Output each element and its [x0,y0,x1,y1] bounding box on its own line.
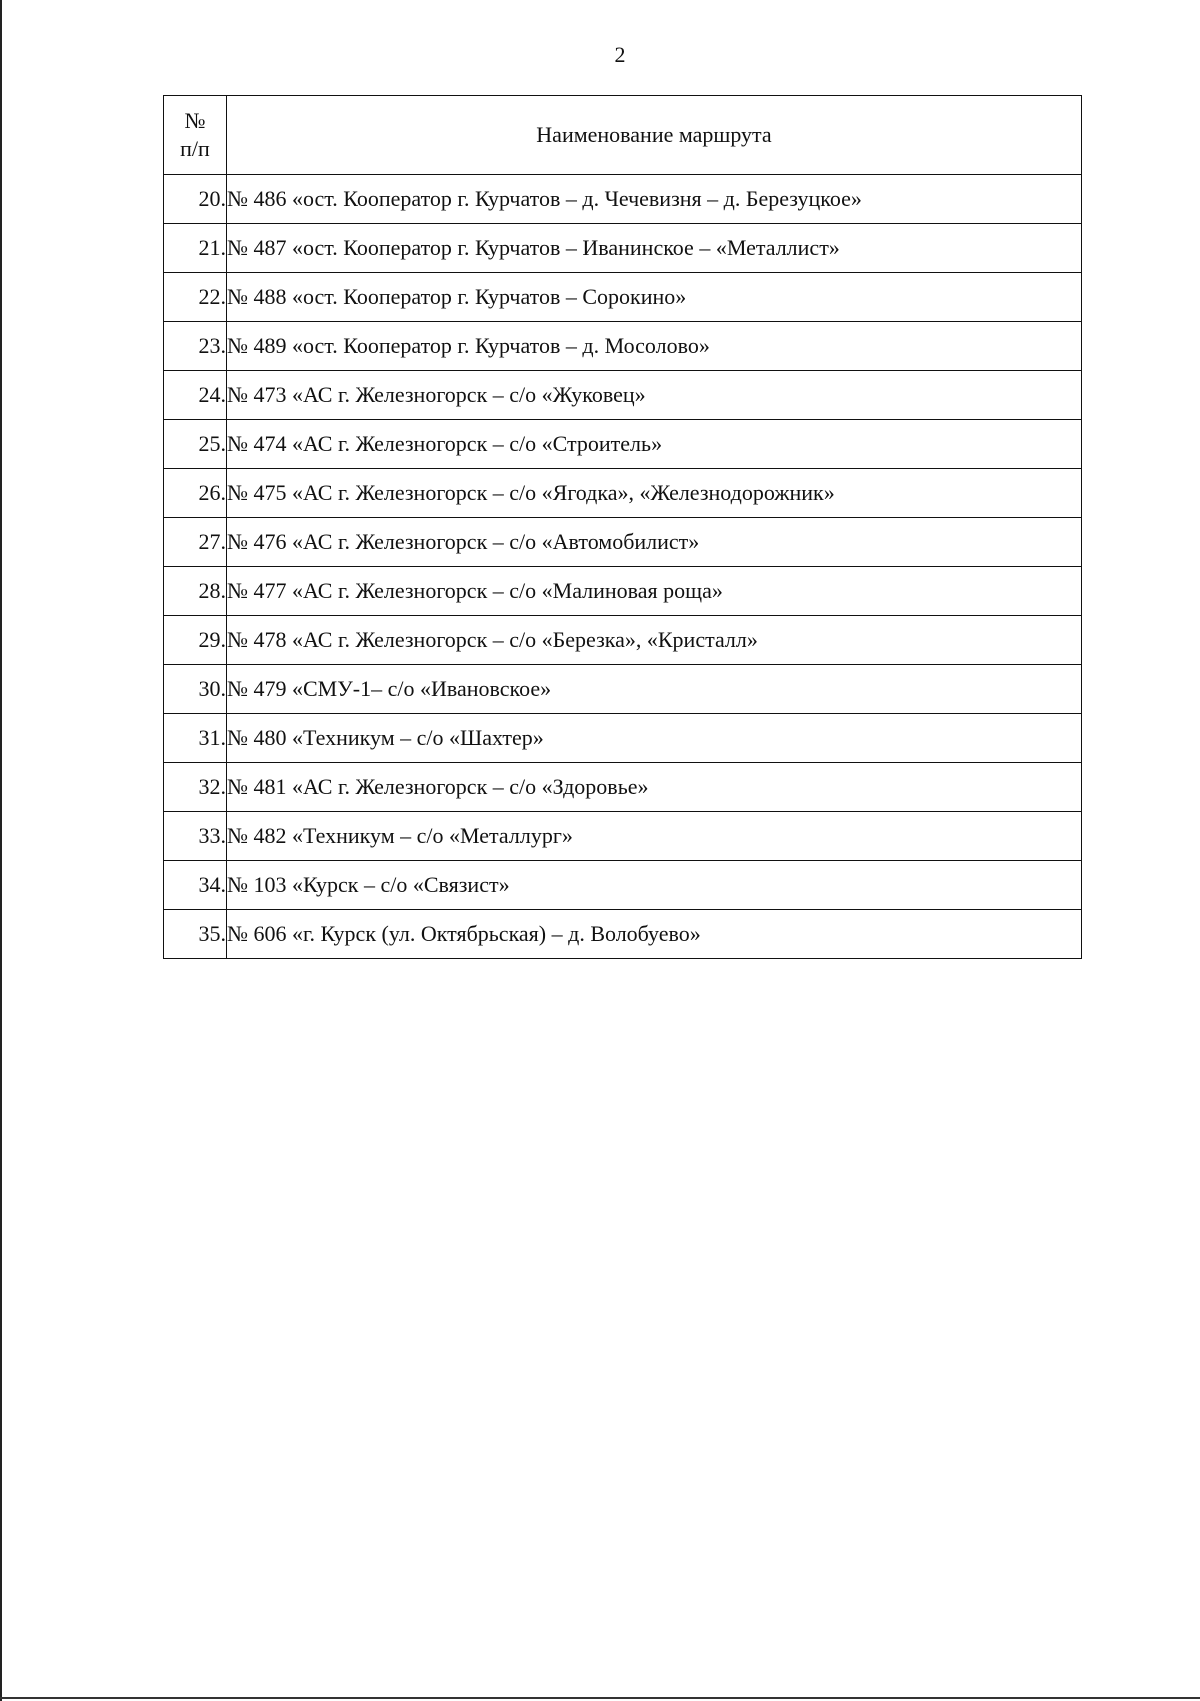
row-number: 33. [164,812,227,861]
header-route-name: Наименование маршрута [227,96,1082,175]
row-number: 26. [164,469,227,518]
table-row [164,273,1082,322]
route-name: № 477 «АС г. Железногорск – с/о «Малиновая роща» [227,567,1082,616]
routes-table-header [164,96,1082,175]
route-name: № 481 «АС г. Железногорск – с/о «Здоровье» [227,763,1082,812]
row-number: 23. [164,322,227,371]
scan-edge-left [0,0,2,1701]
page-number: 2 [614,42,626,67]
route-name: № 486 «ост. Кооператор г. Курчатов – д. Чечевизня – д. Березуцкое» [227,175,1082,224]
route-name: № 479 «СМУ-1– с/о «Ивановское» [227,665,1082,714]
row-number: 20. [164,175,227,224]
route-name: № 489 «ост. Кооператор г. Курчатов – д. Мосолово» [227,322,1082,371]
row-number: 35. [164,910,227,959]
table-row [164,224,1082,273]
route-name: № 480 «Техникум – с/о «Шахтер» [227,714,1082,763]
routes-table-body [164,175,1082,959]
route-name: № 103 «Курск – с/о «Связист» [227,861,1082,910]
row-number: 34. [164,861,227,910]
row-number: 27. [164,518,227,567]
scan-edge-bottom [0,1697,1200,1699]
header-number-abbrev: п/п [180,136,210,161]
route-name: № 606 «г. Курск (ул. Октябрьская) – д. Волобуево» [227,910,1082,959]
routes-table [163,95,1082,959]
row-number: 24. [164,371,227,420]
table-row [164,616,1082,665]
route-name: № 475 «АС г. Железногорск – с/о «Ягодка», «Железнодорожник» [227,469,1082,518]
row-number: 30. [164,665,227,714]
table-row [164,518,1082,567]
table-row [164,763,1082,812]
route-name: № 487 «ост. Кооператор г. Курчатов – Иванинское – «Металлист» [227,224,1082,273]
route-name: № 488 «ост. Кооператор г. Курчатов – Сорокино» [227,273,1082,322]
row-number: 29. [164,616,227,665]
table-row [164,469,1082,518]
table-row [164,420,1082,469]
route-name: № 474 «АС г. Железногорск – с/о «Строитель» [227,420,1082,469]
row-number: 31. [164,714,227,763]
table-row [164,371,1082,420]
route-name: № 473 «АС г. Железногорск – с/о «Жуковец» [227,371,1082,420]
header-number-symbol: № [184,108,206,133]
row-number: 21. [164,224,227,273]
header-row [164,96,1082,175]
table-row [164,861,1082,910]
row-number: 22. [164,273,227,322]
row-number: 28. [164,567,227,616]
route-name: № 476 «АС г. Железногорск – с/о «Автомобилист» [227,518,1082,567]
row-number: 25. [164,420,227,469]
route-name: № 482 «Техникум – с/о «Металлург» [227,812,1082,861]
table-row [164,714,1082,763]
row-number: 32. [164,763,227,812]
table-row [164,567,1082,616]
table-row [164,665,1082,714]
header-number [164,96,227,175]
table-row [164,910,1082,959]
route-name: № 478 «АС г. Железногорск – с/о «Березка», «Кристалл» [227,616,1082,665]
table-row [164,322,1082,371]
table-row [164,812,1082,861]
table-row [164,175,1082,224]
